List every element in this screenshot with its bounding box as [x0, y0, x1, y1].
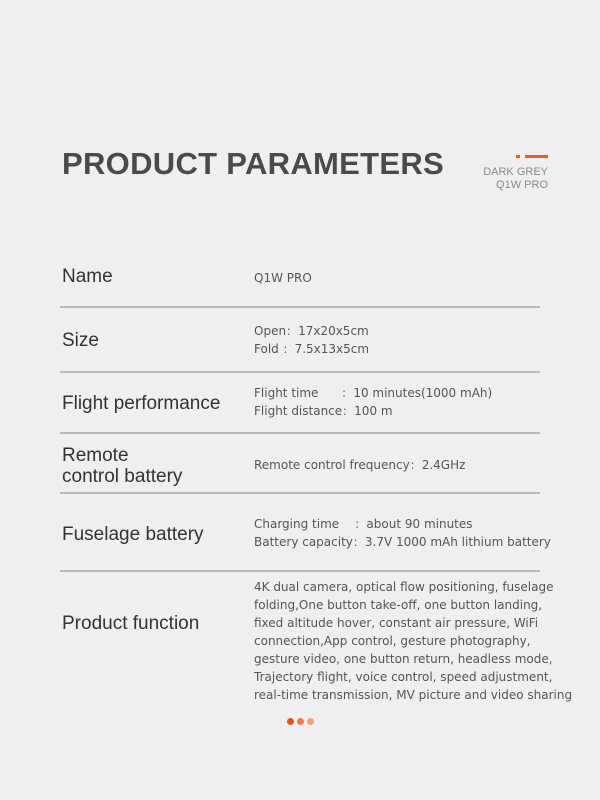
param-value: Q1W PRO	[254, 271, 312, 285]
size-fold	[254, 340, 369, 358]
param-label: Product function	[62, 613, 200, 634]
param-label: Flight performance	[62, 393, 221, 414]
function-line: folding,One button take-off, one button landing,	[254, 598, 543, 612]
size-open	[254, 322, 369, 340]
size-fold-value: 7.5x13x5cm	[294, 342, 370, 356]
function-line: Trajectory flight, voice control, speed adjustment,	[254, 670, 553, 684]
param-label	[62, 445, 182, 487]
size-open-value: 17x20x5cm	[298, 324, 369, 338]
divider	[60, 432, 540, 434]
param-value	[254, 515, 551, 551]
size-open-key: Open：	[254, 324, 299, 338]
remote-frequency-value: 2.4GHz	[421, 458, 466, 472]
function-line: gesture video, one button return, headless mode,	[254, 652, 553, 666]
remote-frequency	[254, 456, 465, 474]
flight-time-key: Flight time ：	[254, 386, 354, 400]
param-label-line: control battery	[62, 466, 183, 487]
function-line: fixed altitude hover, constant air pressure, WiFi	[254, 616, 539, 630]
charging-time-key: Charging time ：	[254, 517, 367, 531]
function-line: real-time transmission, MV picture and video sharing	[254, 688, 573, 702]
param-value	[254, 384, 492, 420]
param-label-line: Remote	[62, 445, 129, 466]
flight-time-value: 10 minutes(1000 mAh)	[353, 386, 493, 400]
param-value	[254, 322, 369, 358]
flight-distance	[254, 402, 492, 420]
divider	[60, 570, 540, 572]
pager-dot-icon	[307, 718, 314, 725]
remote-frequency-key: Remote control frequency：	[254, 458, 422, 472]
flight-distance-value: 100 m	[354, 404, 393, 418]
flight-distance-key: Flight distance：	[254, 404, 355, 418]
function-line: connection,App control, gesture photography,	[254, 634, 531, 648]
param-label: Name	[62, 266, 113, 287]
param-value	[254, 578, 572, 704]
param-label: Fuselage battery	[62, 524, 204, 545]
page-indicator	[287, 718, 314, 725]
variant-model: Q1W PRO	[496, 179, 548, 191]
battery-capacity-key: Battery capacity：	[254, 535, 365, 549]
charging-time	[254, 515, 551, 533]
param-value	[254, 456, 465, 474]
accent-marks	[516, 155, 548, 158]
divider	[60, 371, 540, 373]
accent-dash-icon	[525, 155, 548, 158]
size-fold-key: Fold ：	[254, 342, 295, 356]
pager-dot-icon	[297, 718, 304, 725]
divider	[60, 492, 540, 494]
accent-dot-icon	[516, 155, 520, 158]
page-title: PRODUCT PARAMETERS	[62, 146, 445, 181]
battery-capacity	[254, 533, 551, 551]
battery-capacity-value: 3.7V 1000 mAh lithium battery	[364, 535, 551, 549]
variant-label	[483, 166, 548, 192]
divider	[60, 306, 540, 308]
variant-color: DARK GREY	[483, 166, 548, 178]
charging-time-value: about 90 minutes	[366, 517, 473, 531]
param-label: Size	[62, 330, 99, 351]
pager-dot-icon	[287, 718, 294, 725]
function-line: 4K dual camera, optical flow positioning, fuselage	[254, 580, 554, 594]
flight-time	[254, 384, 492, 402]
